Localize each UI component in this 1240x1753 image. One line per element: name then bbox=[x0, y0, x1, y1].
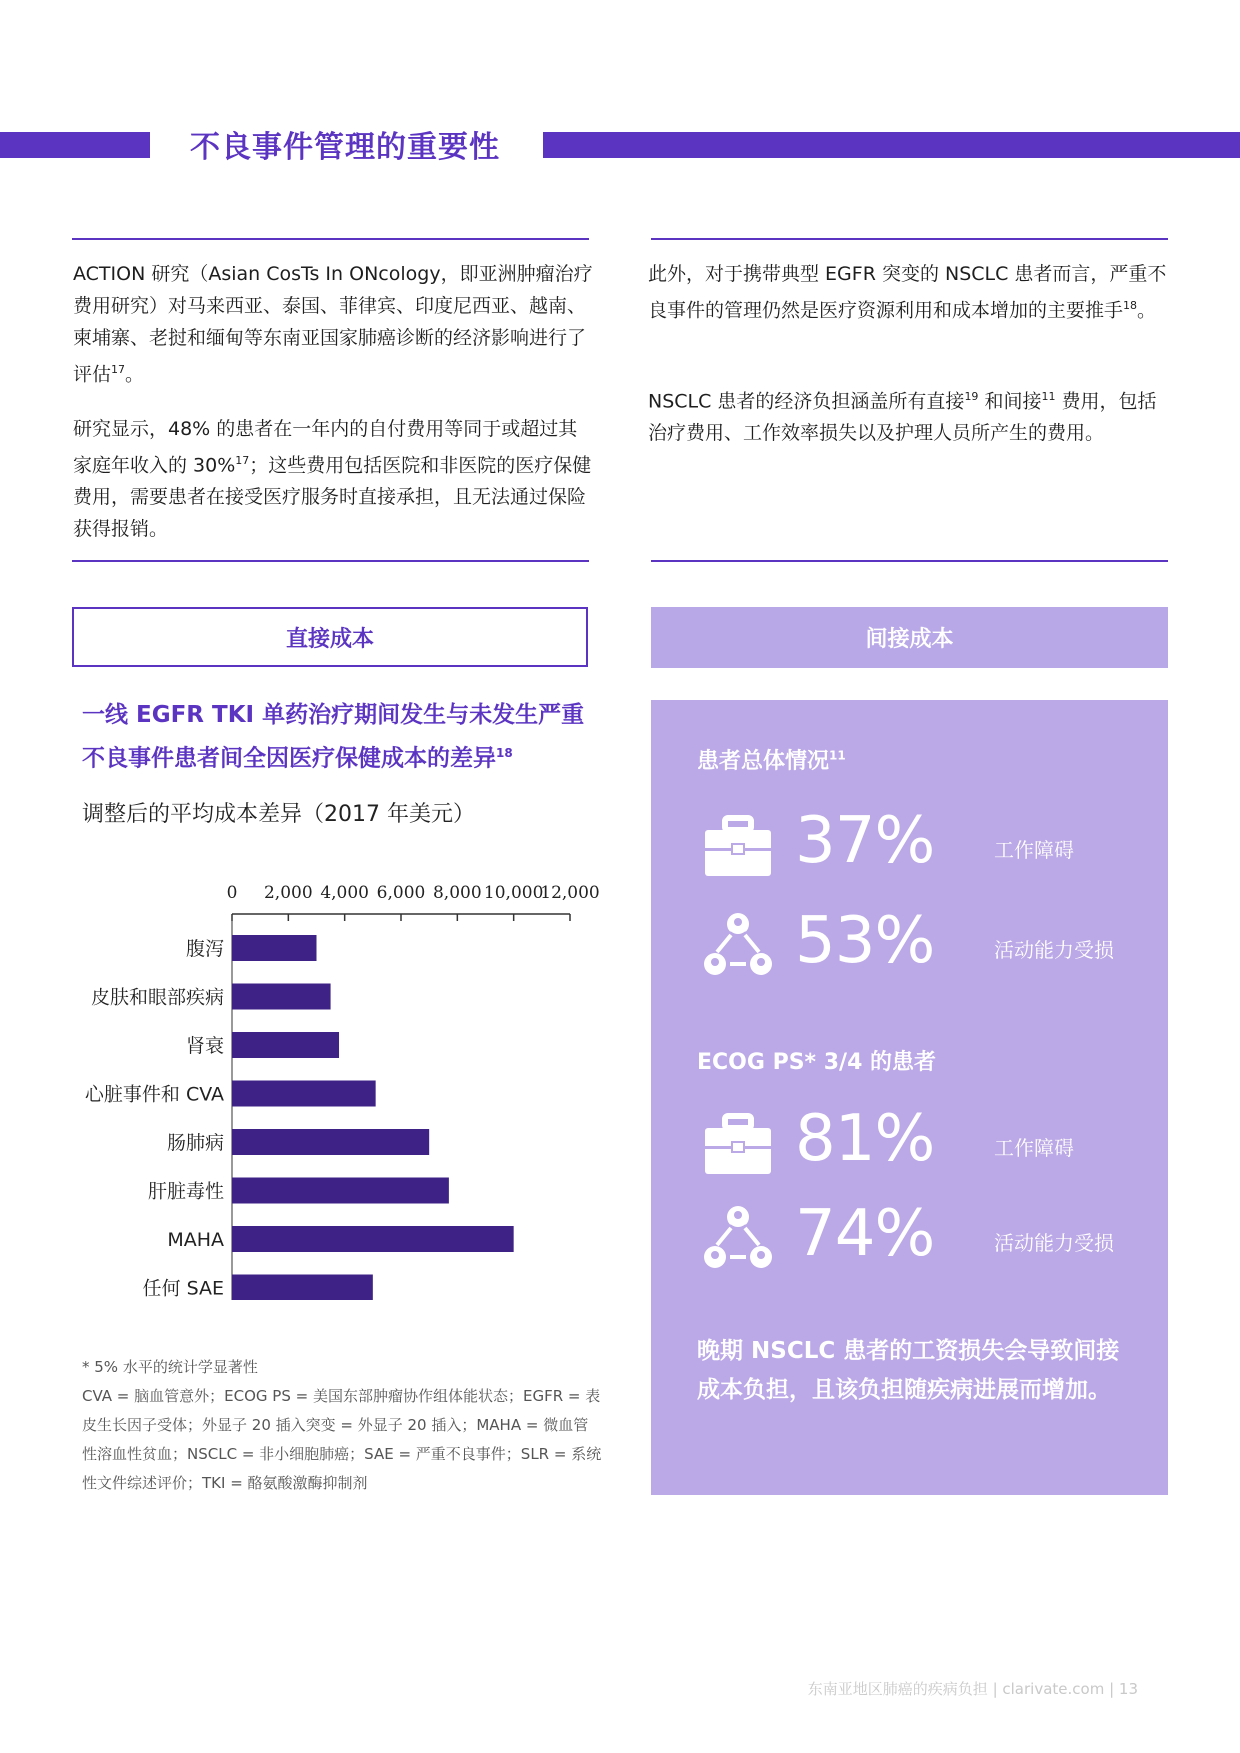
stat-row-overall-mobility bbox=[703, 904, 1143, 992]
footnote bbox=[82, 1353, 602, 1498]
bar bbox=[232, 1129, 429, 1155]
overall-heading-text: 患者总体情况 bbox=[697, 749, 830, 774]
stat-value: 37% bbox=[795, 804, 935, 878]
header-band-right bbox=[543, 132, 1240, 158]
left-bottom-rule bbox=[72, 560, 589, 562]
reference-marker: 17 bbox=[111, 363, 126, 376]
stat-label: 工作障碍 bbox=[994, 838, 1074, 862]
right-paragraph-2-part-c: 费用，包括治疗费用、工作效率损失以及护理人员所产生的费用。 bbox=[648, 390, 1157, 445]
footnote-significance: * 5% 水平的统计学显著性 bbox=[82, 1358, 258, 1376]
reference-marker: 17 bbox=[235, 454, 250, 467]
stat-value: 81% bbox=[795, 1102, 935, 1176]
right-top-rule bbox=[651, 238, 1168, 240]
bar bbox=[232, 1226, 514, 1252]
reference-marker: 18 bbox=[1123, 299, 1138, 312]
right-paragraph-1 bbox=[648, 258, 1173, 326]
chart-heading-text: 一线 EGFR TKI 单药治疗期间发生与未发生严重不良事件患者间全因医疗保健成本的差异 bbox=[82, 702, 585, 772]
category-label: 肝脏毒性 bbox=[147, 1180, 224, 1203]
stat-row-ecog-mobility bbox=[703, 1197, 1143, 1285]
reference-marker: 11 bbox=[829, 748, 846, 763]
x-tick-label: 12,000 bbox=[540, 883, 600, 903]
reference-marker: 19 bbox=[964, 390, 979, 403]
right-paragraph-2-part-a: NSCLC 患者的经济负担涵盖所有直接 bbox=[648, 390, 965, 413]
right-paragraph-1-text: 此外，对于携带典型 EGFR 突变的 NSCLC 患者而言，严重不良事件的管理仍然是医疗资源利用和成本增加的主要推手 bbox=[648, 263, 1167, 322]
left-top-rule bbox=[72, 238, 589, 240]
direct-cost-header: 直接成本 bbox=[72, 607, 588, 667]
bar bbox=[232, 935, 317, 961]
left-paragraph-2-text: 研究显示，48% 的患者在一年内的自付费用等同于或超过其家庭年收入的 30% bbox=[73, 418, 578, 477]
left-paragraph-1 bbox=[73, 258, 593, 390]
right-paragraph-1-end: 。 bbox=[1137, 299, 1157, 322]
page-title: 不良事件管理的重要性 bbox=[190, 130, 500, 165]
chart-title: 调整后的平均成本差异（2017 年美元） bbox=[82, 802, 475, 827]
bar bbox=[232, 1178, 449, 1204]
page-footer: 东南亚地区肺癌的疾病负担 | clarivate.com | 13 bbox=[807, 1680, 1138, 1698]
stat-row-overall-work bbox=[703, 804, 1143, 892]
right-paragraph-2-part-b: 和间接 bbox=[978, 390, 1042, 413]
overall-heading bbox=[697, 744, 846, 775]
ecog-heading: ECOG PS* 3/4 的患者 bbox=[697, 1050, 937, 1075]
stat-value: 74% bbox=[795, 1197, 935, 1271]
category-label: 皮肤和眼部疾病 bbox=[90, 986, 224, 1009]
header-band-left bbox=[0, 132, 150, 158]
bar bbox=[232, 1275, 373, 1301]
stat-label: 活动能力受损 bbox=[994, 1231, 1114, 1255]
left-paragraph-2-end: ；这些费用包括医院和非医院的医疗保健费用，需要患者在接受医疗服务时直接承担，且无法通过保险获得报销。 bbox=[73, 454, 592, 541]
people-network-icon bbox=[703, 912, 773, 982]
stat-label: 活动能力受损 bbox=[994, 938, 1114, 962]
bar bbox=[232, 1081, 376, 1107]
briefcase-icon bbox=[703, 812, 773, 882]
left-paragraph-1-text: ACTION 研究（Asian CosTs In ONcology，即亚洲肿瘤治疗费用研究）对马来西亚、泰国、菲律宾、印度尼西亚、越南、柬埔寨、老挝和缅甸等东南亚国家肺癌诊断的经济影响进行了评估 bbox=[73, 263, 593, 386]
category-label: 肾衰 bbox=[185, 1035, 224, 1057]
reference-marker: 18 bbox=[496, 746, 513, 760]
category-label: 任何 SAE bbox=[142, 1277, 224, 1300]
right-paragraph-2 bbox=[648, 381, 1173, 449]
indirect-cost-panel bbox=[651, 700, 1168, 1495]
indirect-conclusion: 晚期 NSCLC 患者的工资损失会导致间接成本负担，且该负担随疾病进展而增加。 bbox=[697, 1338, 1120, 1403]
footnote-abbreviations: CVA = 脑血管意外；ECOG PS = 美国东部肿瘤协作组体能状态；EGFR = 表皮生长因子受体；外显子 20 插入突变 = 外显子 20 插入；MAHA = 微血管性溶血性贫血；NSCLC = 非小细胞肺癌；SAE = 严重不良事件；SLR = 系统性文件综述评价；TKI = 酪氨酸激酶抑制剂 bbox=[82, 1387, 602, 1492]
stat-row-ecog-work bbox=[703, 1102, 1143, 1190]
x-tick-label: 10,000 bbox=[483, 883, 544, 903]
x-tick-label: 2,000 bbox=[263, 883, 313, 903]
indirect-cost-header: 间接成本 bbox=[651, 607, 1168, 668]
right-bottom-rule bbox=[651, 560, 1168, 562]
x-tick-label: 0 bbox=[226, 883, 238, 903]
left-paragraph-1-end: 。 bbox=[125, 363, 145, 386]
reference-marker: 11 bbox=[1041, 390, 1056, 403]
category-label: 肠肺病 bbox=[166, 1132, 224, 1154]
x-tick-label: 8,000 bbox=[432, 883, 482, 903]
people-network-icon bbox=[703, 1205, 773, 1275]
stat-label: 工作障碍 bbox=[994, 1136, 1074, 1160]
cost-bar-chart bbox=[60, 860, 620, 1300]
briefcase-icon bbox=[703, 1110, 773, 1180]
x-tick-label: 6,000 bbox=[376, 883, 426, 903]
category-label: MAHA bbox=[167, 1229, 224, 1251]
left-paragraph-2 bbox=[73, 413, 593, 545]
category-label: 心脏事件和 CVA bbox=[84, 1083, 224, 1106]
x-tick-label: 4,000 bbox=[320, 883, 370, 903]
stat-value: 53% bbox=[795, 904, 935, 978]
category-label: 腹泻 bbox=[185, 938, 224, 960]
bar bbox=[232, 984, 331, 1010]
bar bbox=[232, 1032, 339, 1058]
chart-heading bbox=[82, 696, 602, 778]
